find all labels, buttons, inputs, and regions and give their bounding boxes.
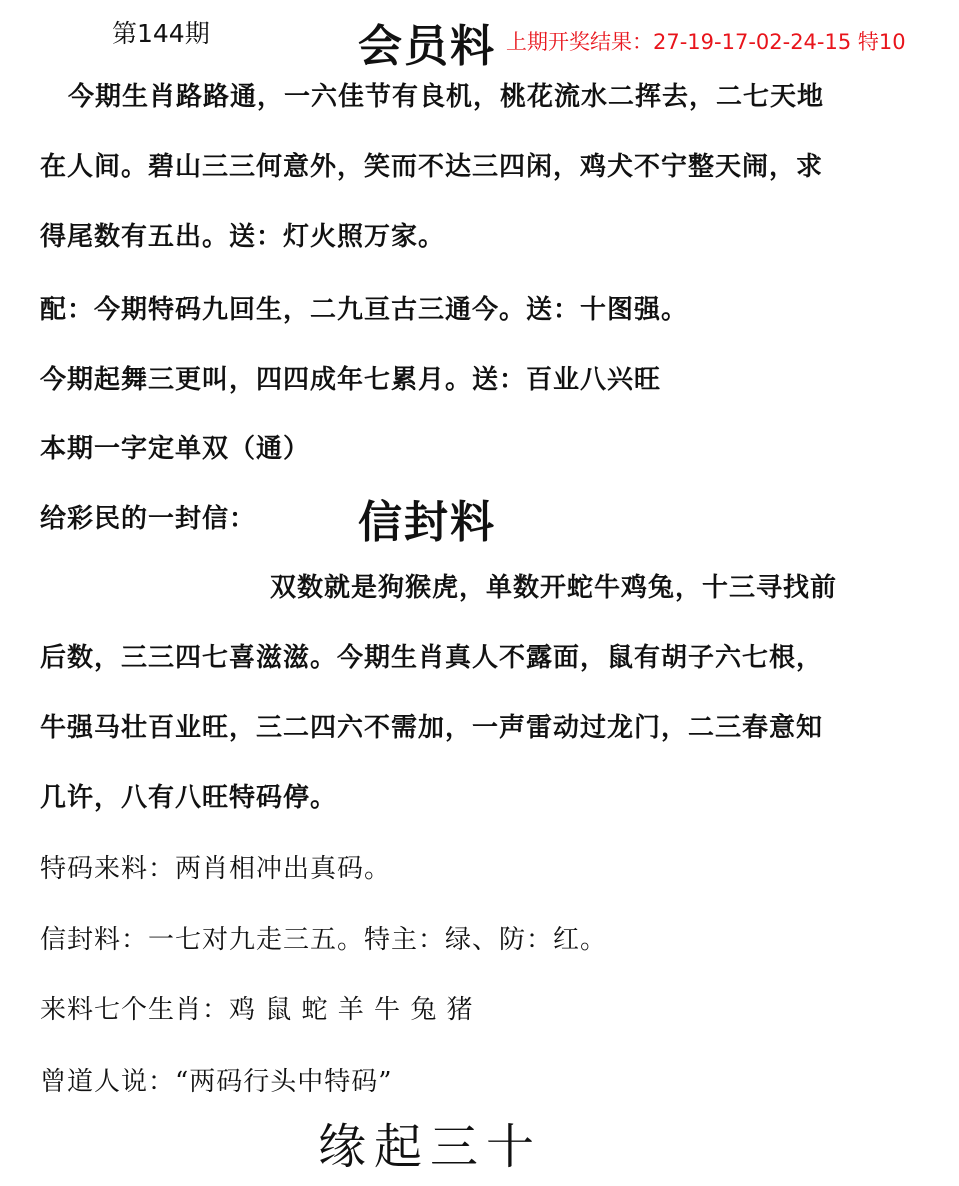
page-title: 会员料	[358, 21, 496, 72]
pei-line: 配：今期特码九回生，二九亘古三通今。送：十图强。	[40, 295, 689, 325]
paragraph1-line1: 今期生肖路路通，一六佳节有良机，桃花流水二挥去，二七天地	[68, 82, 825, 112]
xinfeng-line: 信封料：一七对九走三五。特主：绿、防：红。	[40, 925, 608, 955]
issue-number: 第144期	[112, 19, 210, 48]
paragraph2-line2: 后数，三三四七喜滋滋。今期生肖真人不露面，鼠有胡子六七根，	[40, 643, 824, 673]
letter-label: 给彩民的一封信：	[40, 504, 257, 534]
footer-title: 缘起三十	[318, 1119, 543, 1175]
danshuang-line: 本期一字定单双（通）	[40, 434, 311, 464]
qiwu-line: 今期起舞三更叫，四四成年七累月。送：百业八兴旺	[40, 365, 662, 395]
zodiacs-line: 来料七个生肖：鸡 鼠 蛇 羊 牛 兔 猪	[40, 995, 474, 1025]
paragraph2-line4: 几许，八有八旺特码停。	[40, 783, 338, 813]
paragraph1-line3: 得尾数有五出。送：灯火照万家。	[40, 222, 446, 252]
paragraph2-line3: 牛强马壮百业旺，三二四六不需加，一声雷动过龙门，二三春意知	[40, 713, 824, 743]
tema-line: 特码来料：两肖相冲出真码。	[40, 854, 392, 884]
paragraph2-line1: 双数就是狗猴虎，单数开蛇牛鸡兔，十三寻找前	[270, 573, 838, 603]
paragraph1-line2: 在人间。碧山三三何意外，笑而不达三四闲，鸡犬不宁整天闹，求	[40, 152, 824, 182]
zeng-line: 曾道人说：“两码行头中特码”	[40, 1067, 393, 1097]
letter-title: 信封料	[358, 497, 496, 548]
last-draw-result: 上期开奖结果：27-19-17-02-24-15 特10	[506, 30, 906, 54]
